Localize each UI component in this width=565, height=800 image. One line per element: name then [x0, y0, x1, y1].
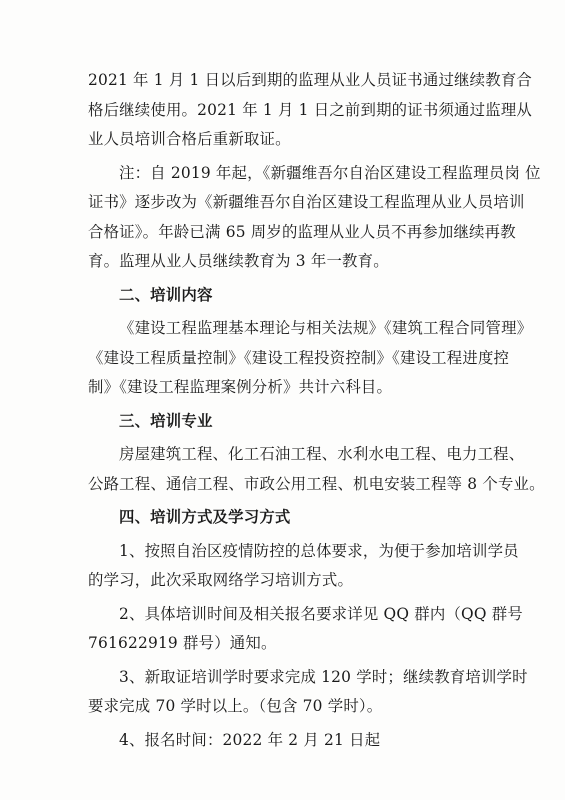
text-line: 制》《建设工程监理案例分析》共计六科目。 [88, 378, 393, 396]
text-line: 761622919 群号）通知。 [88, 634, 277, 652]
text-line: 《建设工程质量控制》《建设工程投资控制》《建设工程进度控 [88, 348, 510, 367]
text-line: 房屋建筑工程、化工石油工程、水利水电工程、电力工程、 [119, 445, 525, 463]
paragraph-training-content [88, 314, 533, 403]
text-line: 业人员培训合格后重新取证。 [88, 130, 291, 148]
text-line: 要求完成 70 学时以上。（包含 70 学时）。 [88, 697, 383, 715]
list-item-online-training [88, 537, 519, 596]
section-heading-training-content: 二、培训内容 [119, 285, 213, 304]
text-line: 《建设工程监理基本理论与相关法规》《建筑工程合同管理》 [119, 319, 533, 337]
text-line: 证书》逐步改为《新疆维吾尔自治区建设工程监理从业人员培训 [88, 193, 525, 211]
document-body [88, 66, 545, 755]
list-item-registration-time [88, 726, 508, 756]
paragraph-note [88, 159, 541, 277]
text-line: 注：自 2019 年起，《新疆维吾尔自治区建设工程监理员岗 位 [119, 163, 541, 182]
section-heading-training-majors: 三、培训专业 [119, 411, 213, 430]
paragraph-certificate-renewal [88, 66, 532, 155]
text-line: 格后继续使用。2021 年 1 月 1 日之前到期的证书须通过监理从 [88, 100, 532, 119]
text-line: 合格证》。年龄已满 65 周岁的监理从业人员不再参加继续再教 [88, 222, 516, 241]
text-line: 育。监理从业人员继续教育为 3 年一教育。 [88, 252, 389, 270]
text-line: 1、按照自治区疫情防控的总体要求，为便于参加培训学员 [119, 541, 519, 560]
text-line: 的学习，此次采取网络学习培训方式。 [88, 571, 354, 589]
paragraph-training-majors [88, 440, 545, 499]
list-item-study-hours [88, 663, 528, 722]
list-item-qq-group [88, 600, 523, 659]
section-heading-training-method: 四、培训方式及学习方式 [119, 508, 291, 526]
text-line: 2021 年 1 月 1 日以后到期的监理从业人员证书通过继续教育合 [88, 71, 532, 89]
text-line: 3、新取证培训学时要求完成 120 学时；继续教育培训学时 [119, 667, 528, 686]
text-line: 4、报名时间：2022 年 2 月 21 日起 [119, 730, 381, 749]
text-line: 公路工程、通信工程、市政公用工程、机电安装工程等 8 个专业。 [88, 474, 545, 493]
text-line: 2、具体培训时间及相关报名要求详见 QQ 群内（QQ 群号 [119, 604, 523, 623]
